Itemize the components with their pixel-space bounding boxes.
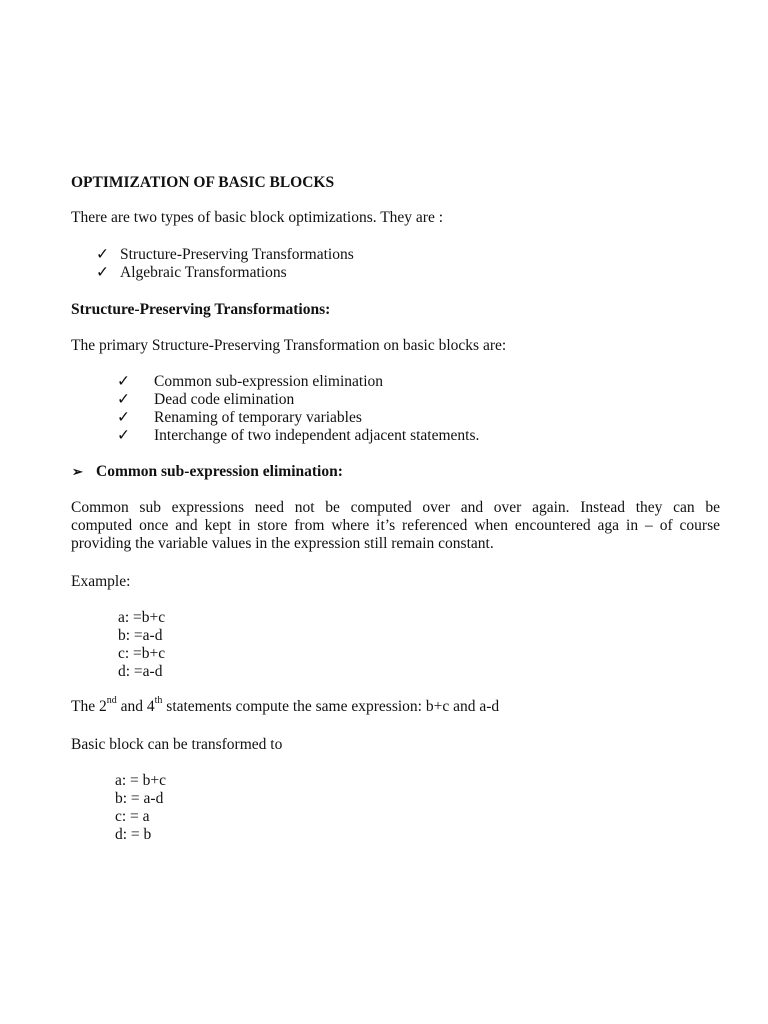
checkmark-icon: ✓ [117,391,130,408]
checkmark-icon: ✓ [117,409,130,426]
ordinal-suffix: th [154,694,163,706]
statement-pre: The 2 [71,698,107,715]
paragraph-line: Common sub expressions need not be computed over and over again. Instead they can be [71,499,720,516]
statement-mid: and 4 [116,698,155,715]
code-line: d: =a-d [118,663,163,680]
cse-paragraph [71,499,720,553]
code-line: c: =b+c [118,645,166,662]
checkmark-icon: ✓ [117,427,130,444]
list-item-text: Structure-Preserving Transformations [120,246,354,263]
transformed-code-block [115,772,166,844]
code-line: c: = a [115,808,150,825]
transformations-list [117,373,479,445]
page-title: OPTIMIZATION OF BASIC BLOCKS [71,174,335,191]
cse-heading-text: Common sub-expression elimination: [96,463,343,480]
statement-post: statements compute the same expression: b+c and a-d [162,698,500,715]
transformed-label: Basic block can be transformed to [71,736,283,753]
list-item-text: Dead code elimination [154,391,295,408]
statement-text [71,694,500,716]
code-line: a: =b+c [118,609,166,626]
list-item-text: Renaming of temporary variables [154,409,362,426]
optimization-types-list [96,246,354,282]
list-item [117,391,479,409]
checkmark-icon: ✓ [117,373,130,390]
example-code-block [118,609,165,681]
list-item-text: Common sub-expression elimination [154,373,384,390]
list-item [96,246,354,264]
list-item [96,264,354,282]
paragraph-line: computed once and kept in store from where it’s referenced when encountered aga in – of course [71,517,720,534]
arrow-bullet-icon: ➢ [72,464,83,479]
cse-heading [72,463,343,481]
list-item-text: Interchange of two independent adjacent statements. [154,427,480,444]
list-item [117,427,479,445]
ordinal-suffix: nd [106,694,117,706]
section-intro-text: The primary Structure-Preserving Transformation on basic blocks are: [71,337,507,354]
code-line: a: = b+c [115,772,167,789]
section-heading: Structure-Preserving Transformations: [71,301,331,318]
code-line: b: = a-d [115,790,164,807]
code-line: b: =a-d [118,627,163,644]
code-line: d: = b [115,826,152,843]
intro-text: There are two types of basic block optimizations. They are : [71,209,444,226]
paragraph-line: providing the variable values in the expression still remain constant. [71,535,494,552]
example-label: Example: [71,573,131,590]
list-item [117,409,479,427]
checkmark-icon: ✓ [96,264,109,281]
list-item [117,373,479,391]
list-item-text: Algebraic Transformations [120,264,287,281]
checkmark-icon: ✓ [96,246,109,263]
